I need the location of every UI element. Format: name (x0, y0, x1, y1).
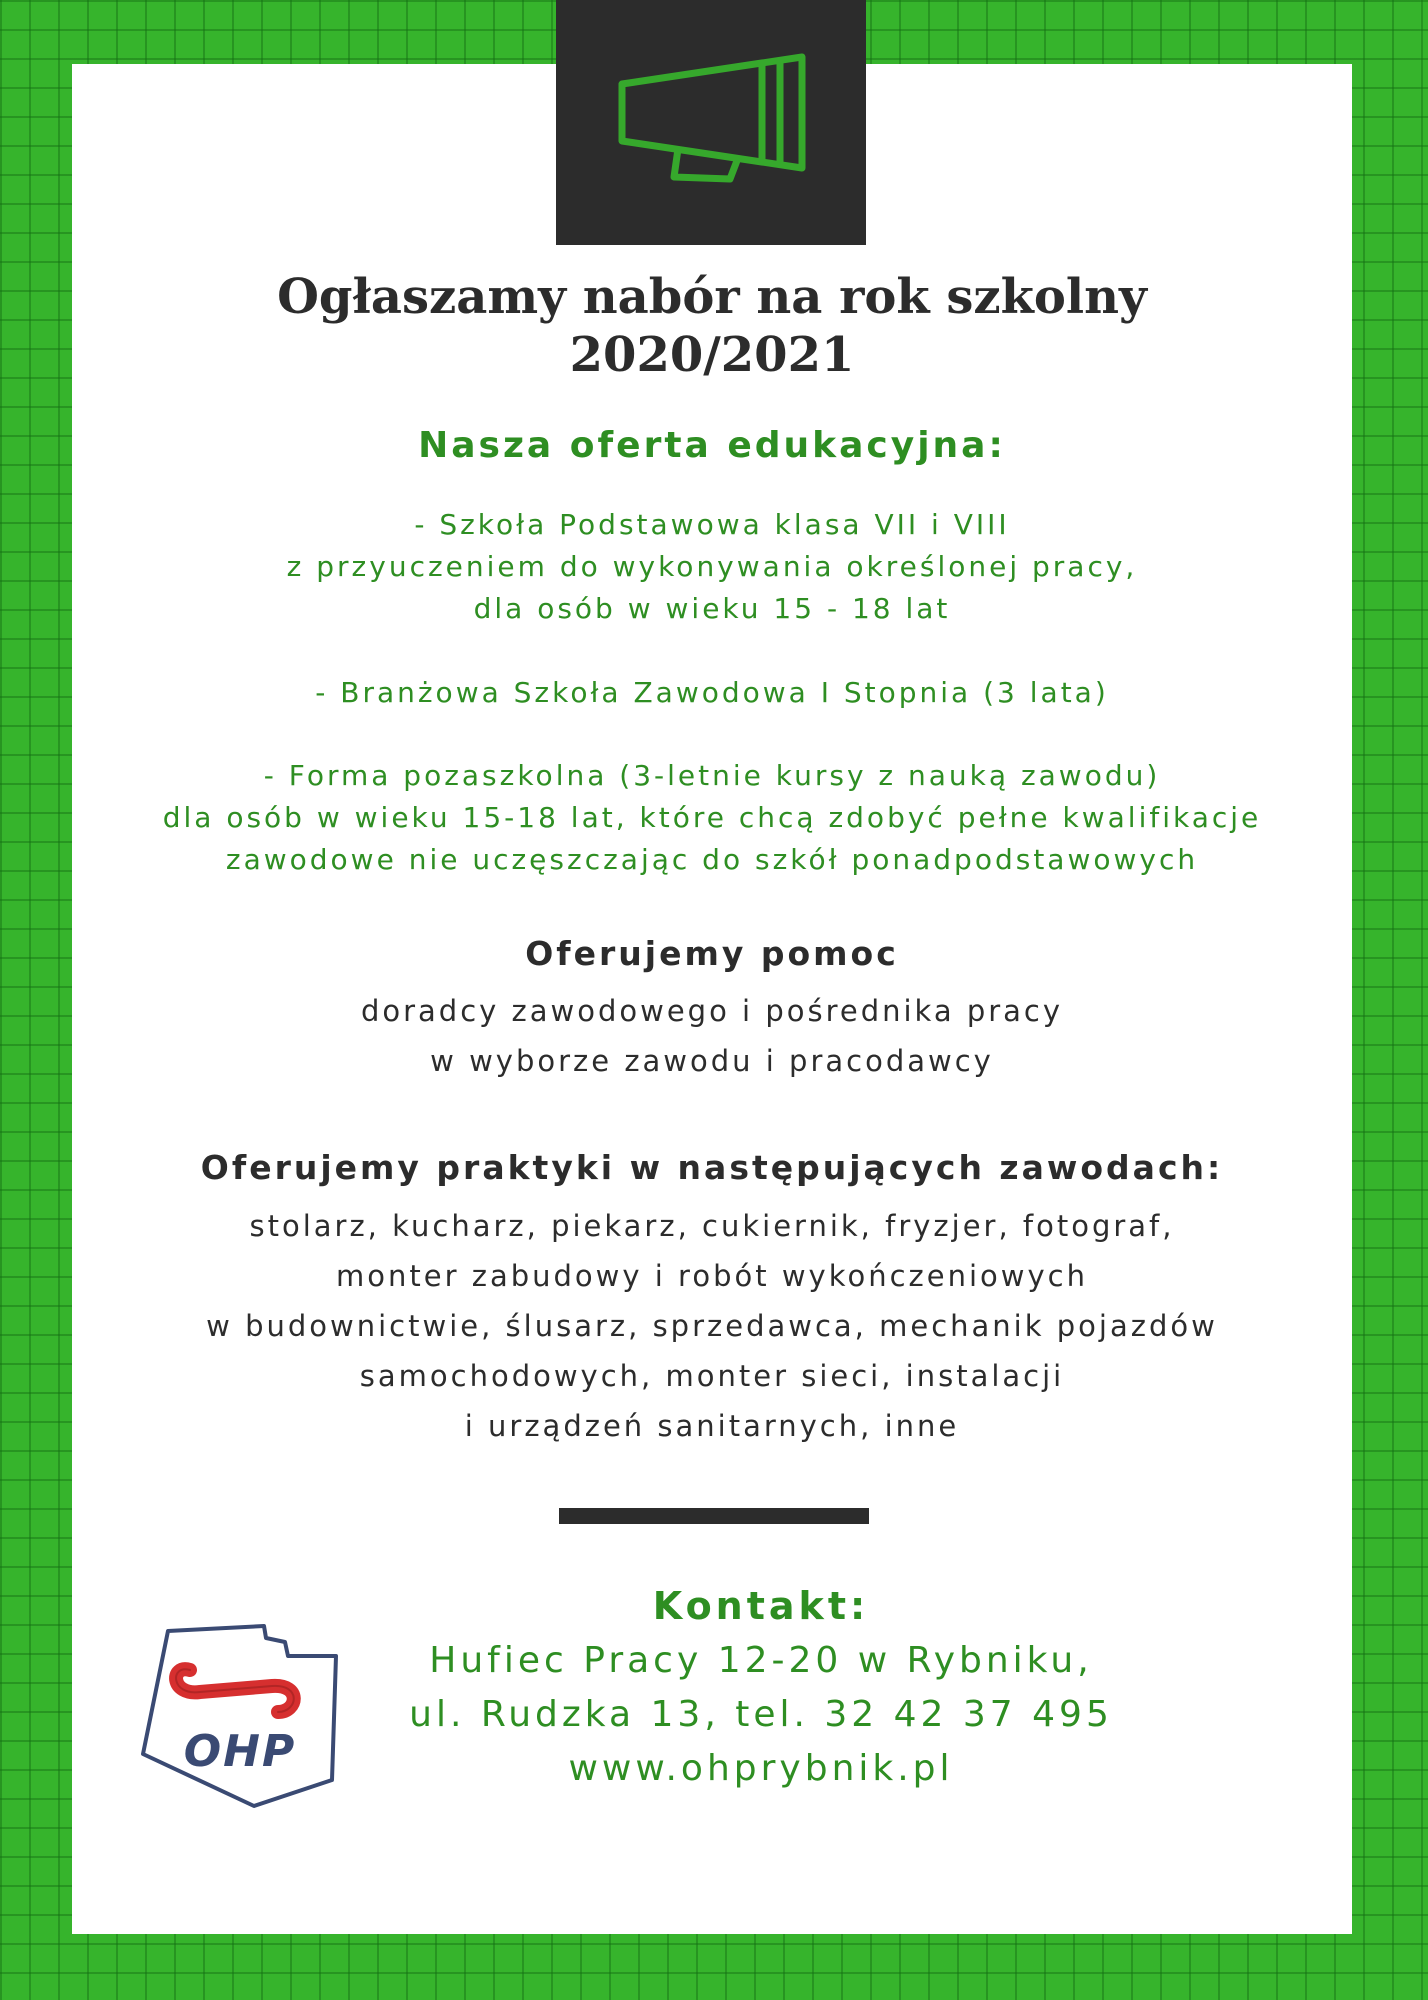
megaphone-icon (556, 0, 866, 245)
title-line: Ogłaszamy nabór na rok szkolny (277, 269, 1147, 325)
offer-item-extracurricular (72, 755, 1352, 881)
offer-line: dla osób w wieku 15-18 lat, które chcą zdobyć pełne kwalifikacje (162, 801, 1262, 834)
divider (559, 1508, 869, 1524)
offer-heading: Nasza oferta edukacyjna: (418, 425, 1006, 466)
ohp-logo (140, 1616, 340, 1820)
offer-item-vocational-school (72, 672, 1352, 714)
offer-line: z przyuczeniem do wykonywania określonej pracy, (286, 550, 1138, 583)
practice-list (72, 1201, 1352, 1451)
offer-line: - Forma pozaszkolna (3-letnie kursy z nauką zawodu) (263, 759, 1161, 792)
help-heading: Oferujemy pomoc (525, 934, 899, 973)
contact-website-link[interactable]: www.ohprybnik.pl (568, 1748, 954, 1789)
practice-line: samochodowych, monter sieci, instalacji (359, 1359, 1065, 1393)
contact-address-line: Hufiec Pracy 12-20 w Rybniku, (429, 1640, 1093, 1681)
contact-heading: Kontakt: (652, 1584, 870, 1628)
offer-line: zawodowe nie uczęszczając do szkół ponadpodstawowych (225, 843, 1199, 876)
help-text (72, 986, 1352, 1086)
offer-item-primary-school (72, 504, 1352, 630)
contact-phone-line: ul. Rudzka 13, tel. 32 42 37 495 (409, 1694, 1113, 1735)
ohp-logo-icon (140, 1616, 340, 1816)
practice-line: monter zabudowy i robót wykończeniowych (336, 1259, 1088, 1293)
practice-line: i urządzeń sanitarnych, inne (464, 1409, 960, 1443)
offer-line: dla osób w wieku 15 - 18 lat (473, 592, 951, 625)
title-line: 2020/2021 (569, 327, 855, 383)
page-title (72, 268, 1352, 384)
practice-line: stolarz, kucharz, piekarz, cukiernik, fryzjer, fotograf, (249, 1209, 1175, 1243)
help-line: w wyborze zawodu i pracodawcy (430, 1044, 994, 1078)
offer-line: - Branżowa Szkoła Zawodowa I Stopnia (3 lata) (315, 676, 1109, 709)
contact-details (366, 1634, 1156, 1796)
help-line: doradcy zawodowego i pośrednika pracy (360, 994, 1064, 1028)
offer-line: - Szkoła Podstawowa klasa VII i VIII (414, 508, 1010, 541)
megaphone-icon-box (556, 0, 866, 245)
practice-line: w budownictwie, ślusarz, sprzedawca, mechanik pojazdów (206, 1309, 1218, 1343)
practice-heading: Oferujemy praktyki w następujących zawodach: (200, 1148, 1224, 1187)
logo-text: OHP (183, 1726, 297, 1777)
